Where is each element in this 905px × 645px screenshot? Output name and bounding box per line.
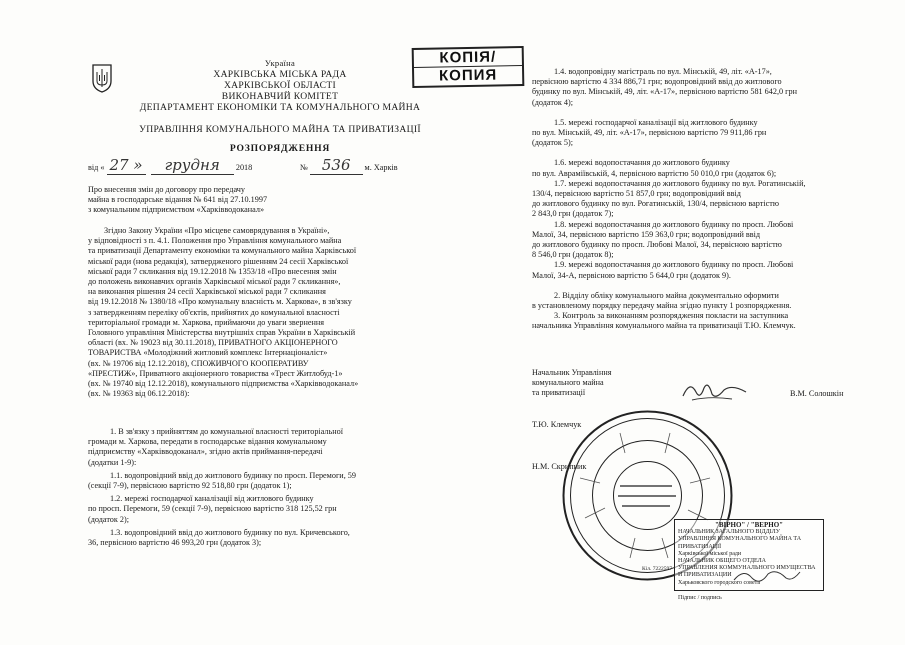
coat-of-arms-icon	[91, 63, 113, 93]
body-line: підприємству «Харківводоканал», згідно актів приймання-передачі	[88, 447, 323, 457]
body-line: (додаток 4);	[532, 97, 574, 107]
header-council: ХАРКІВСЬКА МІСЬКА РАДА	[213, 69, 347, 80]
verified-line: Харьковского городского совета	[678, 579, 760, 586]
body-line: 1.8. мережі водопостачання до житлового будинку по просп. Любові	[554, 219, 794, 229]
body-line: 1.2. мережі господарчої каналізації від житлового будинку	[110, 494, 314, 504]
body-line: на виконання рішення 24 сесії Харківської міської ради 7 скликання	[88, 287, 326, 297]
body-line: міської ради 7 скликання від 19.12.2018 № 1353/18 «Про внесення змін	[88, 266, 337, 276]
verified-line: НАЧАЛЬНИК ОБЩЕГО ОТДЕЛА	[678, 558, 767, 565]
stamp-signature-icon	[732, 566, 802, 586]
body-line: міської ради (нова редакція), затвердженого рішенням 24 сесії Харківської	[88, 256, 349, 266]
body-line: територіальної громади м. Харкова, приймаючи до уваги звернення	[88, 317, 324, 327]
date-line	[88, 156, 253, 174]
number-prefix: №	[300, 163, 308, 172]
body-line: (вх. № 19363 від 06.12.2018):	[88, 389, 190, 399]
header-committee: ВИКОНАВЧИЙ КОМІТЕТ	[221, 91, 339, 102]
verified-line: УПРАВЛЕНИЯ КОММУНАЛЬНОГО ИМУЩЕСТВА И ПРИВАТИЗАЦИИ	[678, 565, 816, 579]
body-line: 1.3. водопровідний ввід до житлового будинку по вул. Кричевського,	[110, 527, 350, 537]
body-line: громади м. Харкова, передати в господарське відання комунальному	[88, 437, 327, 447]
body-line: 3. Контроль за виконанням розпорядження покласти на заступника	[554, 311, 789, 321]
body-line: до житлового будинку по просп. Любові Малої, 34, первісною вартістю	[532, 240, 782, 250]
body-line: Згідно Закону України «Про місцеве самоврядування в Україні»,	[104, 226, 330, 235]
number-line	[300, 156, 398, 174]
body-line: до положень виконавчих органів Харківської міської ради 7 скликання»,	[88, 277, 341, 287]
body-line: (вх. № 19740 від 12.12.2018), комунального підприємства «Харківводоканал»	[88, 379, 359, 389]
body-line: по вул. Мінській, 49, літ. «А-17», первісною вартістю 79 911,86 грн	[532, 128, 767, 138]
doc-number: 536	[310, 156, 363, 175]
body-line: по просп. Перемоги, 59 (секції 7-9), первісною вартістю 318 125,52 грн	[88, 504, 337, 514]
body-line: 1.4. водопровідну магістраль по вул. Мінській, 49, літ. «А-17»,	[554, 67, 772, 76]
preamble	[88, 226, 410, 399]
subject-line: з комунальним підприємством «Харківводоканал»	[88, 205, 265, 215]
header-block	[139, 58, 421, 113]
signer-title: Начальник Управління	[532, 368, 612, 377]
body-line: у відповідності з п. 4.1. Положення про Управління комунального майна	[88, 236, 342, 246]
body-line: (додаток 2);	[88, 514, 130, 524]
verified-sign-label: Підпис / подпись	[678, 594, 722, 601]
subject-line: Про внесення змін до договору про передачу	[88, 185, 245, 194]
body-line: (секції 7-9), первісною вартістю 92 518,80 грн (додаток 1);	[88, 481, 292, 491]
body-line: 2. Відділу обліку комунального майна документально оформити	[554, 290, 779, 300]
verified-title: "ВІРНО" / "ВЕРНО"	[714, 521, 784, 529]
body-line: ТОВАРИСТВА «Молодіжний житловий комплекс Інтернаціоналіст»	[88, 348, 328, 358]
body-line: 1. В зв'язку з прийняттям до комунальної власності територіальної	[110, 427, 343, 436]
body-line: до житлового будинку по вул. Рогатинській, 130/4, первісною вартістю	[532, 199, 779, 209]
body-line: (додатки 1-9):	[88, 457, 137, 467]
header-directorate: УПРАВЛІННЯ КОМУНАЛЬНОГО МАЙНА ТА ПРИВАТИЗАЦІЇ	[139, 124, 421, 135]
verified-line: НАЧАЛЬНИК ЗАГАЛЬНОГО ВІДДІЛУ	[678, 529, 780, 536]
body-line: Головного управління Міністерства внутрішніх справ України в Харківській	[88, 328, 356, 338]
copy-stamp-top: КОПІЯ/	[414, 48, 522, 68]
signer-name: В.М. Солошкін	[790, 389, 844, 398]
body-line: по вул. Авраміївській, 4, первісною вартістю 50 010,0 грн (додаток 6);	[532, 168, 777, 178]
date-year: 2018	[235, 163, 253, 172]
body-line: з затвердженням переліку об'єктів, прийнятих до комунальної власності	[88, 307, 340, 317]
body-line: Малої, 34-А, первісною вартістю 5 644,0 грн (додаток 9).	[532, 270, 731, 280]
seal-code: Кіл. 7222597	[642, 566, 672, 572]
body-line: начальника Управління комунального майна та приватизації Т.Ю. Клемчук.	[532, 321, 796, 331]
executor-2: Н.М. Скрипник	[532, 462, 587, 471]
item-1	[88, 427, 410, 548]
body-line: області (вх. № 19023 від 30.11.2018), ПРИВАТНОГО АКЦІОНЕРНОГО	[88, 338, 338, 348]
body-line: в установленому порядку передачу майна згідно пункту 1 розпорядження.	[532, 301, 792, 311]
verified-line: УПРАВЛІННЯ КОМУНАЛЬНОГО МАЙНА ТА ПРИВАТИЗАЦІЇ	[678, 536, 802, 550]
body-line: 1.9. мережі водопостачання до житлового будинку по просп. Любові	[554, 260, 794, 270]
body-line: 2 843,0 грн (додаток 7);	[532, 209, 614, 219]
date-day: 27 »	[107, 156, 146, 175]
date-prefix: від «	[88, 163, 105, 172]
body-line: Малої, 34, первісною вартістю 159 363,0 грн; водопровідний ввід	[532, 229, 761, 239]
body-line: первісною вартістю 4 334 886,71 грн; водопровідний ввід до житлового	[532, 77, 782, 87]
header-country: Україна	[264, 58, 296, 68]
doc-type: РОЗПОРЯДЖЕННЯ	[229, 143, 331, 154]
body-line: 130/4, первісною вартістю 51 857,0 грн; водопровідний ввід	[532, 189, 741, 199]
date-month: грудня	[151, 156, 234, 175]
body-line: 1.6. мережі водопостачання до житлового будинку	[554, 158, 730, 168]
copy-stamp-bottom: КОПИЯ	[438, 66, 498, 85]
copy-stamp	[412, 46, 525, 88]
body-line: від 19.12.2018 № 1380/18 «Про комунальну власність м. Харкова», в зв'язку	[88, 297, 352, 307]
body-line: «ПРЕСТИЖ», Приватного акціонерного товариства «Трест Житлобуд-1»	[88, 368, 343, 378]
header-oblast: ХАРКІВСЬКОЇ ОБЛАСТІ	[223, 80, 337, 91]
body-line: 8 546,0 грн (додаток 8);	[532, 250, 614, 260]
subject-line: майна в господарське відання № 641 від 27.10.1997	[88, 195, 268, 205]
executor-1: Т.Ю. Клемчук	[532, 420, 582, 429]
doc-city: м. Харків	[364, 163, 398, 172]
body-line: 1.1. водопровідний ввід до житлового будинку по просп. Перемоги, 59	[110, 470, 356, 480]
body-line: (вх. № 19706 від 12.12.2018), СПОЖИВЧОГО КООПЕРАТИВУ	[88, 358, 309, 368]
body-line: (додаток 5);	[532, 138, 574, 148]
body-line: 1.5. мережі господарчої каналізації від житлового будинку	[554, 117, 758, 127]
header-department: ДЕПАРТАМЕНТ ЕКОНОМІКИ ТА КОМУНАЛЬНОГО МАЙНА	[139, 102, 421, 113]
body-line: 36, первісною вартістю 46 993,20 грн (додаток 3);	[88, 538, 262, 548]
body-line: будинку по вул. Мінській, 49, літ. «А-17», первісною вартістю 581 642,0 грн	[532, 87, 797, 97]
signer-title: та приватизації	[532, 388, 586, 398]
right-column	[532, 67, 858, 332]
body-line: 1.7. мережі водопостачання до житлового будинку по вул. Рогатинській,	[554, 178, 806, 188]
handwritten-signature-icon	[680, 378, 750, 404]
verified-line: Харківської міської ради	[678, 550, 742, 557]
signature-block	[532, 368, 611, 399]
signer-title: комунального майна	[532, 378, 604, 388]
body-line: та приватизації Департаменту економіки та комунального майна Харківської	[88, 246, 357, 256]
subject-block	[88, 185, 267, 216]
